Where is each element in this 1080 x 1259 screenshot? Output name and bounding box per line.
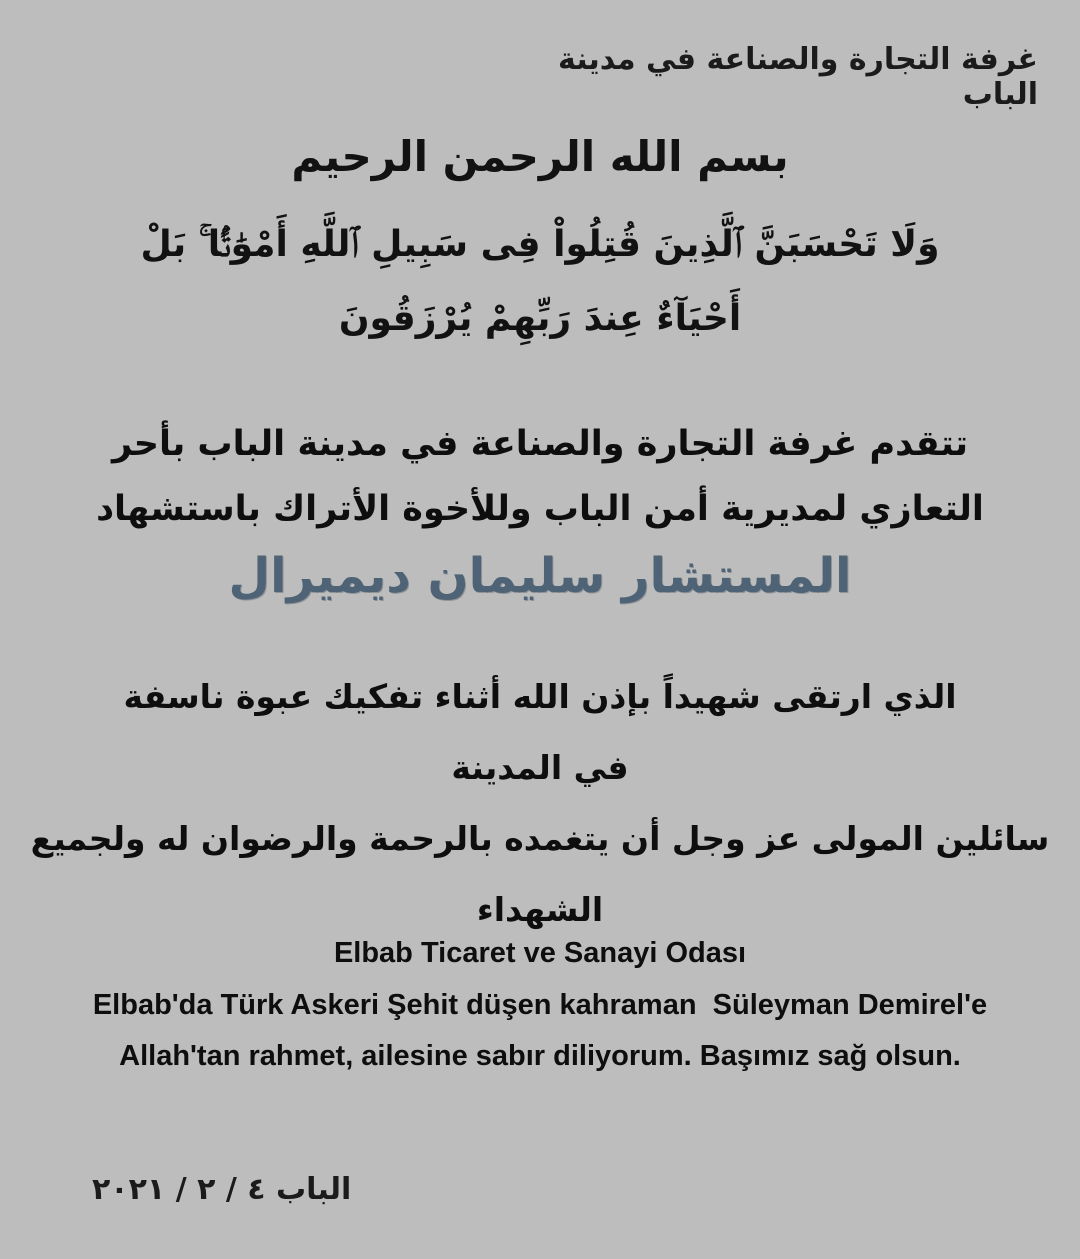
condolence-intro bbox=[0, 412, 1080, 542]
turkish-condolence-line-1: Elbab'da Türk Askeri Şehit düşen kahraman Süleyman Demirel'e bbox=[92, 988, 988, 1021]
condolence-intro-line-1: تتقدم غرفة التجارة والصناعة في مدينة الباب بأحر bbox=[111, 424, 969, 464]
turkish-condolence bbox=[0, 928, 1080, 1083]
turkish-org-name: Elbab Ticaret ve Sanayi Odası bbox=[333, 937, 747, 969]
turkish-condolence-line-2: Allah'tan rahmet, ailesine sabır diliyorum. Başımız sağ olsun. bbox=[119, 1040, 961, 1073]
quran-verse-line-1: وَلَا تَحْسَبَنَّ ٱلَّذِينَ قُتِلُواْ فِى سَبِيلِ ٱللَّهِ أَمْوَٰتًۢا ۚ بَلْ bbox=[140, 224, 940, 265]
quran-verse bbox=[0, 208, 1080, 356]
condolence-intro-line-2: التعازي لمديرية أمن الباب وللأخوة الأتراك باستشهاد bbox=[96, 488, 984, 529]
condolence-body-line-2: في المدينة bbox=[451, 747, 629, 787]
condolence-body-line-3: سائلين المولى عز وجل أن يتغمده بالرحمة والرضوان له ولجميع الشهداء bbox=[30, 818, 1050, 929]
place-and-date: الباب ٤ / ٢ / ٢٠٢١ bbox=[92, 1172, 352, 1207]
condolence-body bbox=[0, 662, 1080, 946]
martyr-name: المستشار سليمان ديميرال bbox=[228, 548, 852, 604]
org-name-calligraphy: غرفة التجارة والصناعة في مدينة الباب bbox=[558, 42, 1038, 112]
quran-verse-line-2: أَحْيَآءٌ عِندَ رَبِّهِمْ يُرْزَقُونَ bbox=[338, 297, 742, 339]
basmala-text: بسم الله الرحمن الرحيم bbox=[291, 132, 789, 181]
condolence-body-line-1: الذي ارتقى شهيداً بإذن الله أثناء تفكيك عبوة ناسفة bbox=[123, 677, 957, 716]
